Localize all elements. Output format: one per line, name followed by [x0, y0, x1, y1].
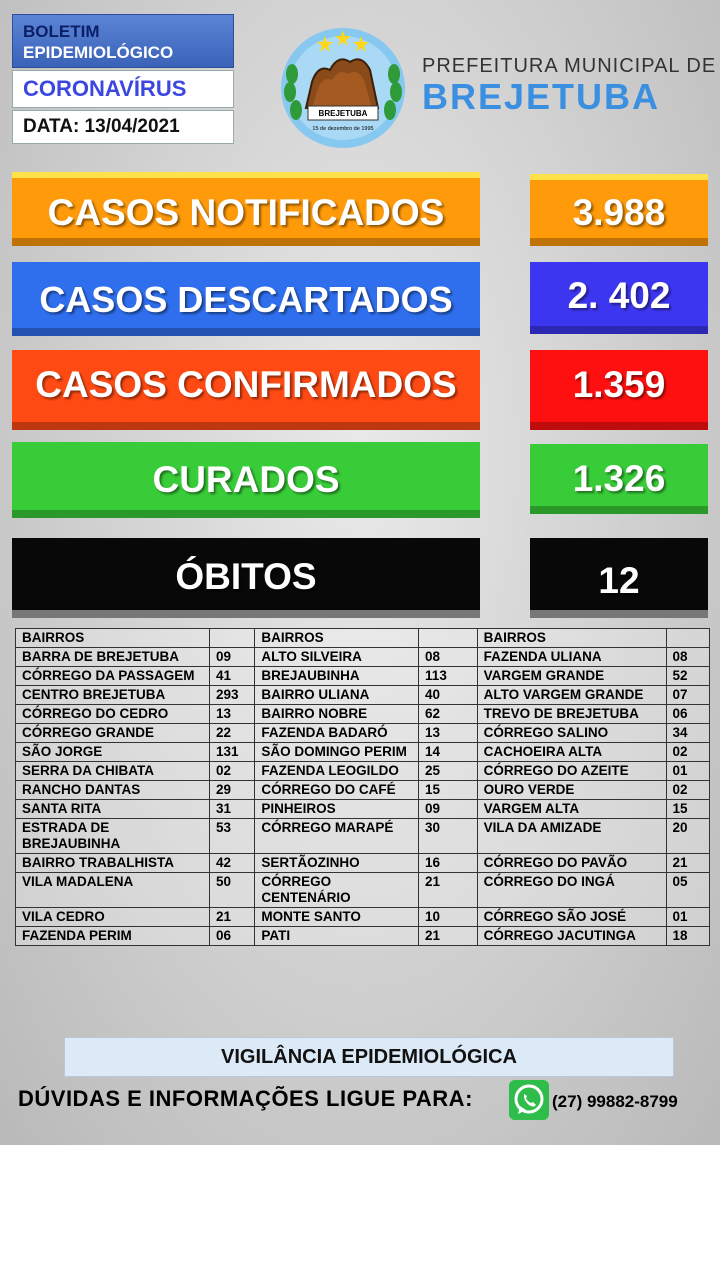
bairro-count-cell: 25 [419, 762, 478, 781]
bairro-count-cell: 02 [209, 762, 254, 781]
descartados-label: CASOS DESCARTADOS [12, 262, 480, 336]
bairro-name-cell: BAIRRO ULIANA [255, 686, 419, 705]
bairro-count-cell: 34 [666, 724, 709, 743]
bairro-name-cell: FAZENDA PERIM [16, 927, 210, 946]
bairro-count-cell: 09 [419, 800, 478, 819]
subject-text: CORONAVÍRUS [23, 76, 187, 101]
table-row [16, 873, 710, 908]
confirmados-value: 1.359 [530, 350, 708, 430]
notificados-value: 3.988 [530, 174, 708, 246]
bairro-name-cell: CÓRREGO JACUTINGA [477, 927, 666, 946]
bairro-name-cell: PATI [255, 927, 419, 946]
subject-box [12, 70, 234, 108]
bairro-name-cell: CÓRREGO DO CAFÉ [255, 781, 419, 800]
bairro-name-cell: CÓRREGO DO INGÁ [477, 873, 666, 908]
table-header-cell: BAIRROS [255, 629, 419, 648]
bairro-name-cell: ESTRADA DE BREJAUBINHA [16, 819, 210, 854]
bairro-name-cell: VARGEM GRANDE [477, 667, 666, 686]
boletim-line2: EPIDEMIOLÓGICO [23, 43, 174, 62]
bairro-count-cell: 15 [419, 781, 478, 800]
bairro-name-cell: VILA DA AMIZADE [477, 819, 666, 854]
obitos-value: 12 [530, 538, 708, 618]
bairro-name-cell: BARRA DE BREJETUBA [16, 648, 210, 667]
bairro-count-cell: 50 [209, 873, 254, 908]
boletim-box [12, 14, 234, 68]
bairro-name-cell: VILA CEDRO [16, 908, 210, 927]
bairro-count-cell: 10 [419, 908, 478, 927]
bairro-count-cell: 29 [209, 781, 254, 800]
bairro-count-cell: 16 [419, 854, 478, 873]
bairro-count-cell: 53 [209, 819, 254, 854]
curados-label: CURADOS [12, 442, 480, 518]
bairro-count-cell: 40 [419, 686, 478, 705]
municipal-seal-logo [278, 24, 408, 148]
bairro-count-cell: 08 [419, 648, 478, 667]
bairro-name-cell: RANCHO DANTAS [16, 781, 210, 800]
table-row [16, 762, 710, 781]
bairro-name-cell: CACHOEIRA ALTA [477, 743, 666, 762]
bairro-name-cell: CÓRREGO SALINO [477, 724, 666, 743]
bairro-count-cell: 15 [666, 800, 709, 819]
bairro-name-cell: MONTE SANTO [255, 908, 419, 927]
bairro-count-cell: 21 [419, 873, 478, 908]
bairro-count-cell: 05 [666, 873, 709, 908]
bairro-count-cell: 02 [666, 781, 709, 800]
table-header-cell [666, 629, 709, 648]
bairro-name-cell: ALTO VARGEM GRANDE [477, 686, 666, 705]
bairro-count-cell: 01 [666, 762, 709, 781]
bairro-count-cell: 14 [419, 743, 478, 762]
boletim-line1: BOLETIM [23, 22, 100, 41]
bairro-count-cell: 31 [209, 800, 254, 819]
bairro-name-cell: VILA MADALENA [16, 873, 210, 908]
bairro-count-cell: 01 [666, 908, 709, 927]
bairro-name-cell: CÓRREGO DO CEDRO [16, 705, 210, 724]
table-row [16, 854, 710, 873]
curados-value: 1.326 [530, 444, 708, 514]
table-row [16, 781, 710, 800]
seal-founding-date: 15 de dezembro de 1995 [312, 126, 374, 132]
bairro-count-cell: 131 [209, 743, 254, 762]
seal-banner: BREJETUBA [318, 109, 368, 118]
bairro-name-cell: SERTÃOZINHO [255, 854, 419, 873]
bairro-name-cell: CÓRREGO DO AZEITE [477, 762, 666, 781]
bairro-count-cell: 21 [666, 854, 709, 873]
table-row [16, 686, 710, 705]
info-label: DÚVIDAS E INFORMAÇÕES LIGUE PARA: [18, 1086, 473, 1111]
bairro-count-cell: 21 [419, 927, 478, 946]
table-row [16, 743, 710, 762]
bairro-count-cell: 02 [666, 743, 709, 762]
table-header-cell [419, 629, 478, 648]
bairro-name-cell: FAZENDA LEOGILDO [255, 762, 419, 781]
bairro-name-cell: TREVO DE BREJETUBA [477, 705, 666, 724]
bairro-name-cell: SANTA RITA [16, 800, 210, 819]
bairro-name-cell: CÓRREGO CENTENÁRIO [255, 873, 419, 908]
phone-number[interactable]: (27) 99882-8799 [552, 1092, 678, 1111]
bairro-count-cell: 30 [419, 819, 478, 854]
table-row [16, 648, 710, 667]
obitos-label: ÓBITOS [12, 538, 480, 618]
table-row [16, 800, 710, 819]
table-row [16, 819, 710, 854]
bairro-name-cell: CÓRREGO GRANDE [16, 724, 210, 743]
notificados-label: CASOS NOTIFICADOS [12, 172, 480, 246]
bairro-count-cell: 42 [209, 854, 254, 873]
vigilancia-banner: VIGILÂNCIA EPIDEMIOLÓGICA [64, 1037, 674, 1077]
bairro-name-cell: BREJAUBINHA [255, 667, 419, 686]
table-header-row [16, 629, 710, 648]
bairro-count-cell: 08 [666, 648, 709, 667]
bairro-name-cell: VARGEM ALTA [477, 800, 666, 819]
table-row [16, 927, 710, 946]
bairro-name-cell: BAIRRO NOBRE [255, 705, 419, 724]
bairro-name-cell: SÃO DOMINGO PERIM [255, 743, 419, 762]
bairro-name-cell: OURO VERDE [477, 781, 666, 800]
bairro-name-cell: ALTO SILVEIRA [255, 648, 419, 667]
bairro-name-cell: CÓRREGO SÃO JOSÉ [477, 908, 666, 927]
bairro-count-cell: 13 [209, 705, 254, 724]
table-header-cell: BAIRROS [477, 629, 666, 648]
descartados-value: 2. 402 [530, 262, 708, 334]
bairro-name-cell: SERRA DA CHIBATA [16, 762, 210, 781]
municipality-name: BREJETUBA [422, 76, 661, 117]
table-row [16, 908, 710, 927]
bairro-count-cell: 62 [419, 705, 478, 724]
table-row [16, 724, 710, 743]
bairro-name-cell: CENTRO BREJETUBA [16, 686, 210, 705]
bairro-count-cell: 52 [666, 667, 709, 686]
bairro-count-cell: 22 [209, 724, 254, 743]
table-row [16, 705, 710, 724]
bairro-count-cell: 20 [666, 819, 709, 854]
bairros-table-body [16, 629, 710, 946]
bairro-count-cell: 21 [209, 908, 254, 927]
bairro-name-cell: FAZENDA BADARÓ [255, 724, 419, 743]
bairro-count-cell: 13 [419, 724, 478, 743]
bairro-count-cell: 113 [419, 667, 478, 686]
bairro-name-cell: SÃO JORGE [16, 743, 210, 762]
bairro-count-cell: 06 [666, 705, 709, 724]
bairros-table [15, 628, 710, 946]
bairro-name-cell: CÓRREGO DA PASSAGEM [16, 667, 210, 686]
table-row [16, 667, 710, 686]
date-box [12, 110, 234, 144]
bairro-count-cell: 41 [209, 667, 254, 686]
table-header-cell [209, 629, 254, 648]
bairro-count-cell: 07 [666, 686, 709, 705]
date-text: DATA: 13/04/2021 [23, 116, 180, 137]
bairro-name-cell: CÓRREGO MARAPÉ [255, 819, 419, 854]
whatsapp-icon [509, 1080, 549, 1120]
bairro-name-cell: PINHEIROS [255, 800, 419, 819]
confirmados-label: CASOS CONFIRMADOS [12, 350, 480, 430]
bairro-count-cell: 18 [666, 927, 709, 946]
prefeitura-title: PREFEITURA MUNICIPAL DE [422, 55, 717, 77]
table-header-cell: BAIRROS [16, 629, 210, 648]
bairro-count-cell: 06 [209, 927, 254, 946]
bairro-name-cell: BAIRRO TRABALHISTA [16, 854, 210, 873]
bairro-name-cell: CÓRREGO DO PAVÃO [477, 854, 666, 873]
bairro-count-cell: 09 [209, 648, 254, 667]
bairro-count-cell: 293 [209, 686, 254, 705]
bairro-name-cell: FAZENDA ULIANA [477, 648, 666, 667]
